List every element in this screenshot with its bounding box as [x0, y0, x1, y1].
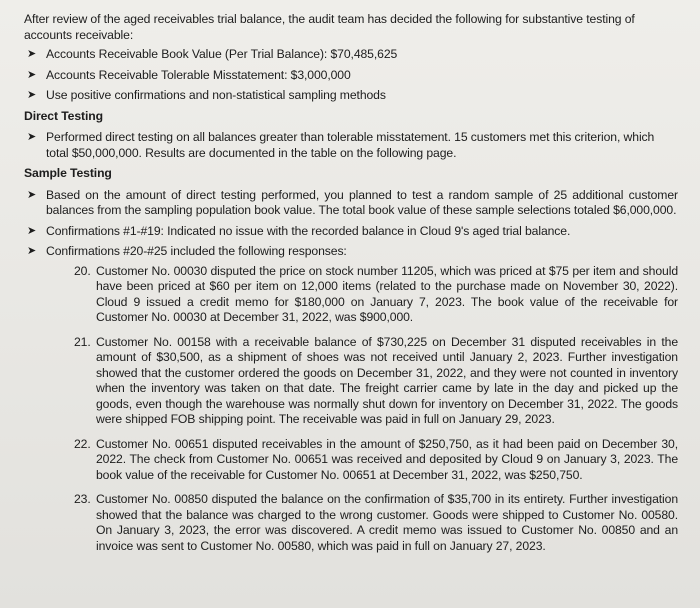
bullet-text: Confirmations #20-#25 included the following responses: [46, 244, 347, 258]
item-text: Customer No. 00651 disputed receivables in the amount of $250,750, as it had been paid on December 30, 2022. The check from Customer No. 00651 was received and deposited by Cloud 9 on January 3, 2023. The book value of the receivable for Customer No. 00651 at December 31, 2022, was $250,750. [96, 436, 678, 482]
arrow-bullet-icon: ➤ [27, 131, 37, 143]
item-text: Customer No. 00030 disputed the price on stock number 11205, which was priced at $75 per item and should have been priced at $60 per item on 12,000 items (related to the purchase made on November 30, 2022). Cloud 9 issued a credit memo for $180,000 on January 7, 2023. The book value of the receivable for Customer No. 00030 at December 31, 2022, was $900,000. [96, 263, 678, 324]
arrow-bullet-icon: ➤ [27, 48, 37, 60]
item-number: 23. [74, 492, 91, 506]
confirmation-response-list [74, 264, 678, 555]
arrow-bullet-icon: ➤ [27, 224, 37, 237]
bullet-text: Accounts Receivable Tolerable Misstatement: $3,000,000 [46, 67, 351, 82]
arrow-bullet-icon: ➤ [27, 245, 37, 257]
sample-testing-list [24, 188, 678, 555]
bullet-text: Use positive confirmations and non-statistical sampling methods [46, 88, 386, 102]
bullet-item [24, 88, 678, 104]
bullet-item [24, 188, 678, 219]
item-text: Customer No. 00158 with a receivable balance of $730,225 on December 31 disputed receivables in the amount of $30,500, as a shipment of shoes was not received until January 2, 2023. Further investigation showed that the customer ordered the goods on December 31, 2022, and they were not counted in inventory when the inventory was taken on that date. The freight carrier came by late in the day and picked up the goods, even though the warehouse was normally shut down for inventory on December 31, 2022. The goods were shipped FOB shipping point. The receivable was paid in full on January 29, 2023. [96, 334, 678, 426]
bullet-text: Based on the amount of direct testing performed, you planned to test a random sample of 25 additional customer balances from the sampling population book value. The total book value of these sample selections totaled $6,000,000. [46, 187, 678, 217]
top-bullet-list [24, 47, 678, 104]
bullet-item [24, 47, 678, 63]
confirmation-item [74, 492, 678, 554]
item-number: 22. [74, 436, 91, 451]
bullet-item [24, 224, 678, 240]
bullet-text: Accounts Receivable Book Value (Per Trial Balance): $70,485,625 [46, 47, 398, 61]
arrow-bullet-icon: ➤ [27, 68, 37, 81]
bullet-item [24, 130, 678, 161]
intro-paragraph: After review of the aged receivables trial balance, the audit team has decided the following for substantive testing of accounts receivable: [24, 12, 635, 42]
arrow-bullet-icon: ➤ [27, 89, 37, 101]
confirmation-item [74, 335, 678, 428]
bullet-text: Confirmations #1-#19: Indicated no issue with the recorded balance in Cloud 9's aged trial balance. [46, 223, 571, 238]
confirmation-item [74, 437, 678, 484]
bullet-text: Performed direct testing on all balances greater than tolerable misstatement. 15 customers met this criterion, which total $50,000,000. Results are documented in the table on the following page. [46, 130, 655, 160]
bullet-item [24, 68, 678, 84]
item-number: 20. [74, 263, 91, 278]
direct-testing-heading: Direct Testing [24, 108, 103, 123]
bullet-item [24, 244, 678, 554]
item-number: 21. [74, 334, 91, 349]
arrow-bullet-icon: ➤ [27, 188, 37, 201]
direct-testing-list [24, 130, 678, 161]
sample-testing-heading: Sample Testing [24, 166, 112, 180]
confirmation-item [74, 264, 678, 326]
item-text: Customer No. 00850 disputed the balance on the confirmation of $35,700 in its entirety. Further investigation showed that the balance was charged to the wrong customer. Goods were shipped to Customer No. 00580. On January 3, 2023, the error was discovered. A credit memo was issued to Customer No. 00850 and an invoice was sent to Customer No. 00580, which was paid in full on January 27, 2023. [96, 492, 678, 553]
